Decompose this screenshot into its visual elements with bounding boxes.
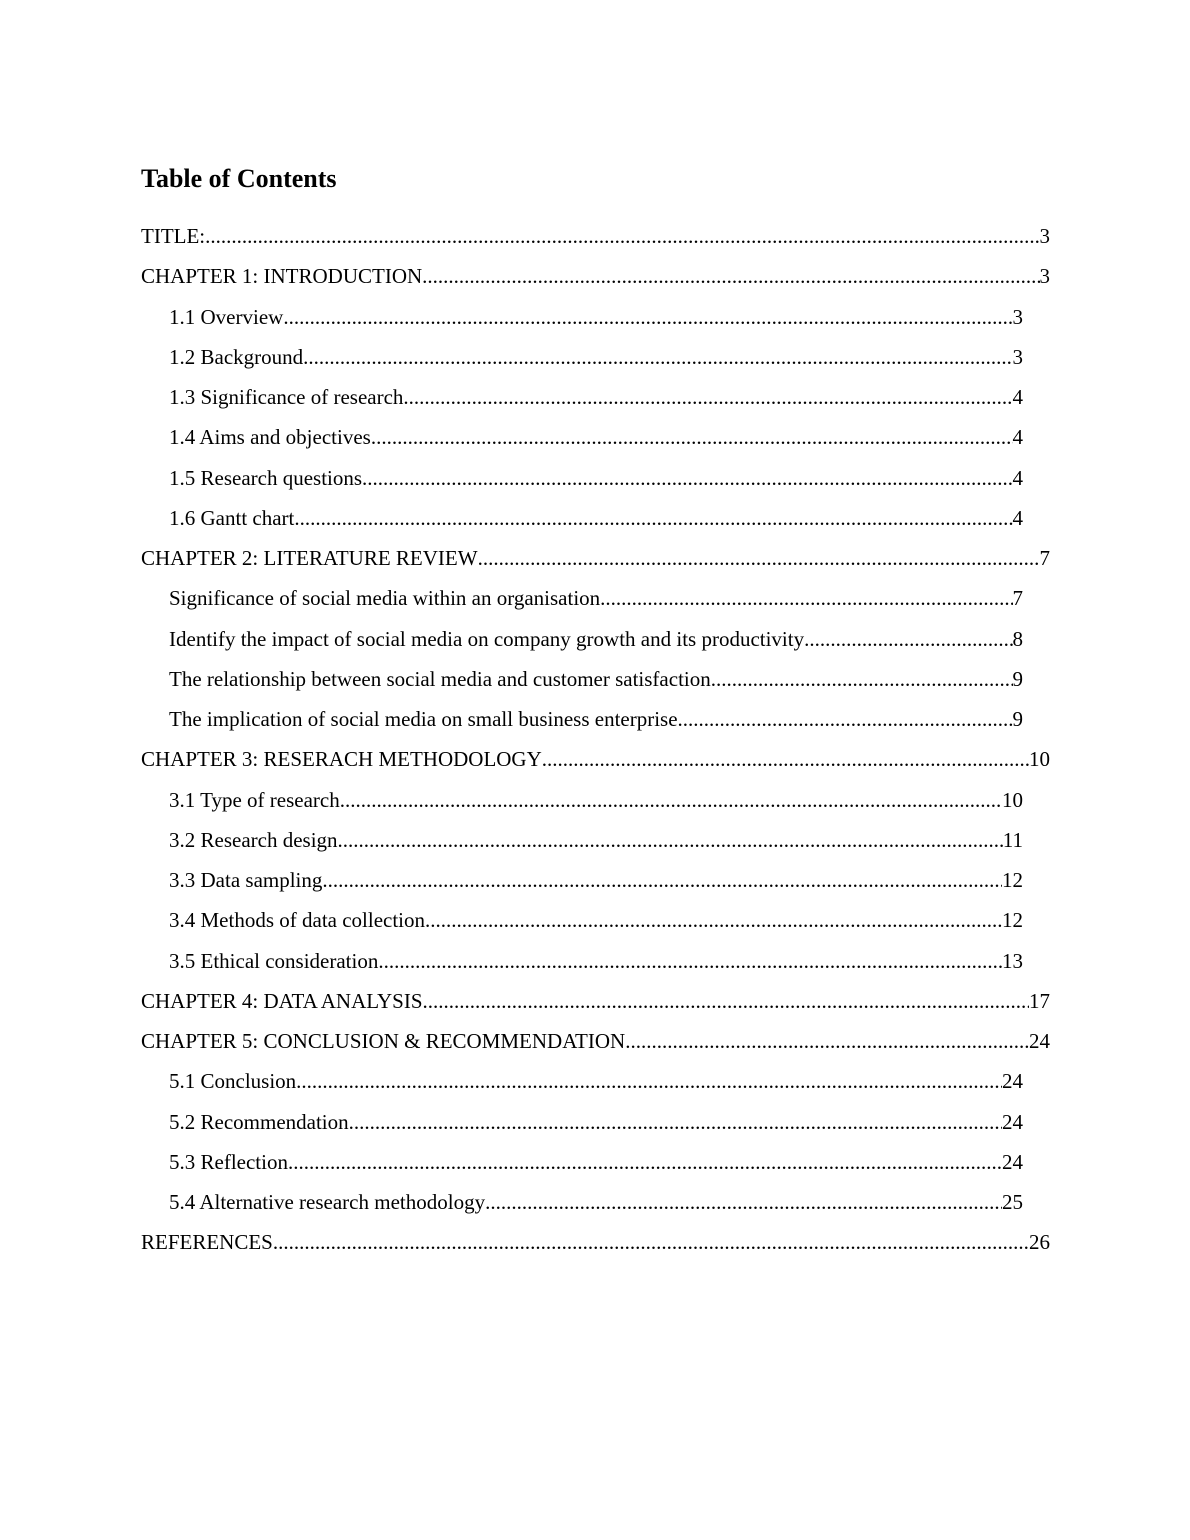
toc-page-number: 7	[1012, 586, 1023, 611]
toc-entry-chapter[interactable]	[141, 981, 1050, 1021]
toc-entry-section[interactable]	[169, 780, 1023, 820]
toc-page-number: 24	[1002, 1109, 1023, 1134]
dot-leader	[422, 256, 1039, 296]
toc-page-number: 4	[1012, 505, 1023, 530]
toc-page-number: 11	[1002, 827, 1023, 852]
dot-leader	[423, 981, 1029, 1021]
toc-entry-chapter[interactable]	[141, 538, 1050, 578]
toc-entry-text: 5.1 Conclusion	[169, 1069, 297, 1094]
dot-leader	[303, 337, 1012, 377]
toc-entry-text: The implication of social media on small business enterprise	[169, 707, 678, 731]
toc-entry-text: 1.4 Aims and objectives	[169, 425, 371, 450]
toc-heading: Table of Contents	[141, 164, 337, 193]
toc-entry-section[interactable]	[169, 1102, 1023, 1142]
toc-page-number: 3	[1039, 224, 1050, 248]
toc-page-number: 3	[1012, 344, 1023, 369]
dot-leader	[600, 578, 1012, 618]
toc-entry-text: Identify the impact of social media on company growth and its productivity	[169, 626, 805, 651]
dot-leader	[288, 1142, 1002, 1182]
toc-page-number: 8	[1012, 626, 1023, 651]
toc-entry-section[interactable]	[169, 820, 1023, 860]
dot-leader	[322, 860, 1002, 900]
dot-leader	[205, 216, 1039, 256]
dot-leader	[542, 739, 1029, 779]
toc-page-number: 12	[1002, 908, 1023, 933]
toc-entry-chapter[interactable]	[141, 739, 1050, 779]
dot-leader	[425, 900, 1002, 940]
toc-entry-section[interactable]	[169, 941, 1023, 981]
toc-entry-text: 1.5 Research questions	[169, 465, 363, 490]
dot-leader	[349, 1102, 1002, 1142]
toc-entry-section[interactable]	[169, 1061, 1023, 1101]
toc-entry-text: 3.2 Research design	[169, 827, 338, 852]
dot-leader	[625, 1021, 1029, 1061]
toc-entry-section[interactable]	[169, 659, 1023, 699]
dot-leader	[804, 619, 1012, 659]
toc-entry-chapter[interactable]	[141, 1222, 1050, 1262]
toc-page-number: 4	[1012, 385, 1023, 409]
dot-leader	[378, 941, 1002, 981]
toc-entry-text: 1.6 Gantt chart	[169, 505, 295, 530]
toc-entry-text: 3.3 Data sampling	[169, 868, 323, 892]
toc-page-number: 4	[1012, 465, 1023, 490]
toc-entry-text: CHAPTER 5: CONCLUSION & RECOMMENDATION	[141, 1029, 626, 1053]
toc-entry-text: CHAPTER 3: RESERACH METHODOLOGY	[141, 747, 542, 772]
toc-entry-text: REFERENCES	[141, 1230, 273, 1255]
toc-page-number: 3	[1039, 264, 1050, 289]
toc-entry-section[interactable]	[169, 860, 1023, 900]
toc-page-number: 24	[1002, 1069, 1023, 1094]
dot-leader	[485, 1182, 1002, 1222]
toc-entry-section[interactable]	[169, 337, 1023, 377]
dot-leader	[678, 699, 1013, 739]
toc-entry-chapter[interactable]	[141, 256, 1050, 296]
toc-entry-text: 3.4 Methods of data collection	[169, 908, 426, 933]
toc-page-number: 9	[1012, 666, 1023, 691]
toc-page-number: 3	[1012, 304, 1023, 329]
toc-entry-text: 1.3 Significance of research	[169, 385, 404, 409]
toc-entry-text: 1.2 Background	[169, 344, 304, 369]
dot-leader	[362, 458, 1012, 498]
toc-entry-section[interactable]	[169, 498, 1023, 538]
toc-page-number: 9	[1012, 707, 1023, 731]
toc-entry-text: CHAPTER 1: INTRODUCTION	[141, 264, 423, 289]
toc-entry-section[interactable]	[169, 619, 1023, 659]
toc-entry-section[interactable]	[169, 1182, 1023, 1222]
toc-page-number: 13	[1002, 948, 1023, 973]
dot-leader	[371, 417, 1013, 457]
dot-leader	[338, 820, 1003, 860]
toc-entry-text: The relationship between social media and customer satisfaction	[169, 666, 711, 691]
toc-entry-text: 5.2 Recommendation	[169, 1109, 349, 1134]
dot-leader	[340, 780, 1002, 820]
toc-page-number: 25	[1002, 1190, 1023, 1214]
toc-entry-text: CHAPTER 2: LITERATURE REVIEW	[141, 546, 478, 570]
toc-list	[0, 216, 1190, 1263]
toc-entry-section[interactable]	[169, 578, 1023, 618]
dot-leader	[273, 1222, 1029, 1262]
dot-leader	[283, 297, 1012, 337]
dot-leader	[403, 377, 1012, 417]
dot-leader	[711, 659, 1013, 699]
toc-entry-text: Significance of social media within an organisation	[169, 586, 601, 611]
toc-entry-chapter[interactable]	[141, 216, 1050, 256]
toc-entry-section[interactable]	[169, 297, 1023, 337]
toc-entry-section[interactable]	[169, 1142, 1023, 1182]
toc-entry-section[interactable]	[169, 377, 1023, 417]
toc-entry-text: CHAPTER 4: DATA ANALYSIS	[141, 988, 423, 1013]
toc-page-number: 24	[1002, 1149, 1023, 1174]
toc-page-number: 10	[1002, 787, 1023, 812]
dot-leader	[294, 498, 1012, 538]
toc-entry-text: TITLE:	[141, 224, 206, 248]
toc-entry-text: 3.1 Type of research	[169, 787, 340, 812]
toc-entry-section[interactable]	[169, 699, 1023, 739]
toc-page-number: 26	[1029, 1230, 1050, 1255]
toc-entry-section[interactable]	[169, 417, 1023, 457]
toc-page-number: 10	[1029, 747, 1050, 772]
toc-entry-chapter[interactable]	[141, 1021, 1050, 1061]
toc-entry-text: 5.4 Alternative research methodology	[169, 1190, 486, 1214]
toc-page-number: 24	[1029, 1029, 1050, 1053]
toc-page-number: 4	[1012, 425, 1023, 450]
toc-page-number: 17	[1029, 988, 1050, 1013]
toc-entry-text: 3.5 Ethical consideration	[169, 948, 379, 973]
toc-page-number: 12	[1002, 868, 1023, 892]
toc-page-number: 7	[1039, 546, 1050, 570]
dot-leader	[296, 1061, 1002, 1101]
dot-leader	[478, 538, 1040, 578]
toc-entry-text: 5.3 Reflection	[169, 1149, 288, 1174]
toc-entry-section[interactable]	[169, 900, 1023, 940]
toc-entry-section[interactable]	[169, 458, 1023, 498]
toc-entry-text: 1.1 Overview	[169, 304, 284, 329]
